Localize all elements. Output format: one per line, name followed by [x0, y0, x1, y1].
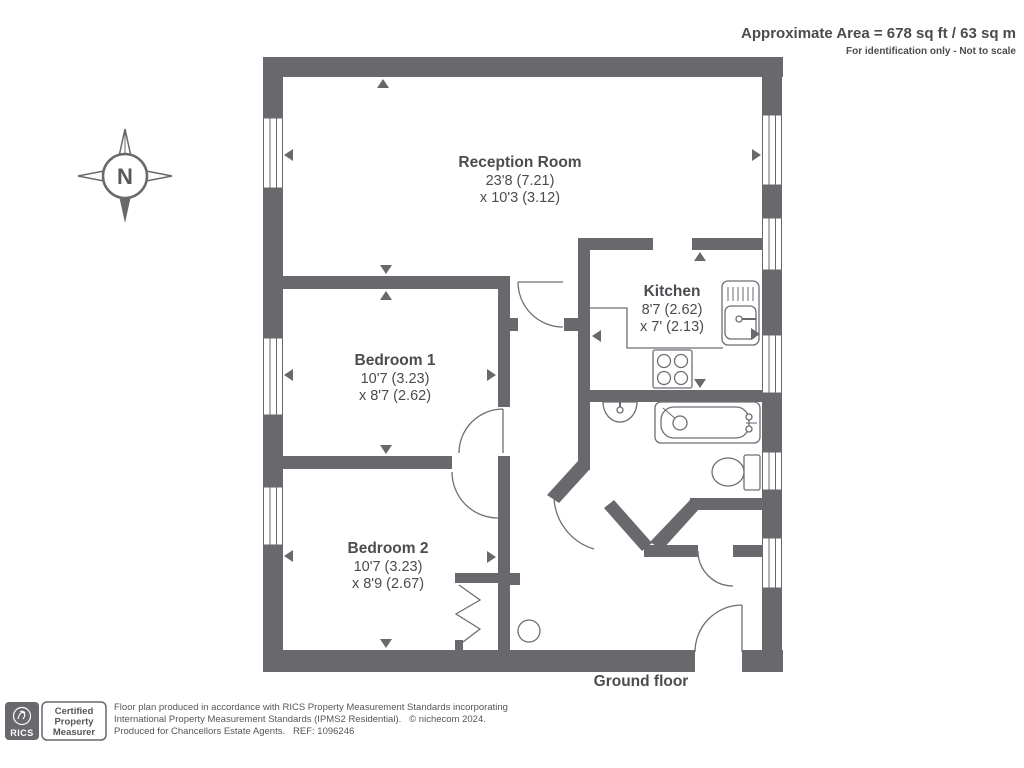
closet-stub-top	[455, 573, 498, 583]
window	[264, 118, 283, 188]
fixtures	[518, 281, 760, 642]
window	[264, 487, 283, 545]
room-label-kitchen: Kitchen	[643, 283, 701, 300]
outer-wall-bottom-right	[742, 650, 783, 672]
outer-wall-top	[263, 57, 783, 77]
wall-diagonal-vestibule	[604, 500, 652, 551]
wall-kitchen-bathroom	[578, 390, 762, 402]
arrow-up-icon	[377, 79, 389, 88]
wall-bathroom-bottom	[690, 498, 762, 510]
hall-stub	[510, 573, 520, 585]
badge-line-2: Property	[54, 716, 94, 728]
certified-measurer-badge	[42, 702, 106, 740]
footer-text-line-2: International Property Measurement Standards (IPMS2 Residential). © nichecom 2024.	[114, 714, 486, 725]
door-arc-inner-hall	[698, 551, 733, 586]
door-arc-bathroom	[554, 498, 594, 549]
door-jamb-right	[564, 318, 578, 331]
door-arc-bedroom1	[459, 409, 503, 453]
wall-diagonal-bathroom	[650, 500, 700, 550]
room-label-reception: Reception Room	[458, 154, 582, 171]
room-label-bedroom1: Bedroom 1	[354, 352, 436, 369]
wall-hall-kitchen	[578, 238, 590, 470]
wall-vestibule-right	[733, 545, 762, 557]
rics-logo	[5, 702, 39, 740]
room-dim1-kitchen: 8'7 (2.62)	[641, 302, 703, 318]
room-dim2-bedroom2: x 8'9 (2.67)	[351, 576, 425, 592]
hall-circle	[518, 620, 540, 642]
wall-bedroom2-hall	[498, 469, 510, 650]
window	[763, 115, 782, 185]
arrow-up-icon	[694, 252, 706, 261]
wash-basin-icon	[603, 402, 637, 422]
room-dim2-reception: x 10'3 (3.12)	[479, 190, 561, 206]
wall-reception-bedroom1	[283, 276, 510, 289]
wall-kitchen-top-right	[692, 238, 762, 250]
floor-label: Ground floor	[593, 673, 689, 690]
room-dim2-bedroom1: x 8'7 (2.62)	[358, 388, 432, 404]
room-label-bedroom2: Bedroom 2	[347, 540, 429, 557]
compass-label: N	[117, 164, 133, 189]
rics-logo-text: RICS	[10, 728, 34, 738]
arrow-left-icon	[284, 369, 293, 381]
window	[763, 218, 782, 270]
toilet-icon	[712, 455, 760, 490]
room-dim1-bedroom1: 10'7 (3.23)	[360, 371, 430, 387]
arrow-left-icon	[284, 149, 293, 161]
compass-rose	[78, 129, 172, 223]
door-arc-reception	[518, 282, 563, 327]
window	[763, 452, 782, 490]
wall-bedroom1-bedroom2	[283, 456, 452, 469]
arrow-left-icon	[284, 550, 293, 562]
room-labels	[348, 154, 705, 592]
arrow-right-icon	[487, 551, 496, 563]
arrow-down-icon	[380, 445, 392, 454]
arrow-left-icon	[592, 330, 601, 342]
outer-wall-bottom-left	[263, 650, 695, 672]
arrow-right-icon	[487, 369, 496, 381]
arrow-right-icon	[752, 149, 761, 161]
wall-bedroom2-corner	[498, 456, 510, 469]
approximate-area-text: Approximate Area = 678 sq ft / 63 sq m	[741, 25, 1016, 42]
badge-line-1: Certified	[54, 706, 94, 717]
wall-kitchen-top-left	[578, 238, 653, 250]
arrow-down-icon	[694, 379, 706, 388]
room-dim2-kitchen: x 7' (2.13)	[639, 319, 705, 335]
bifold-door-closet	[456, 585, 480, 645]
disclaimer-text: For identification only - Not to scale	[845, 46, 1016, 57]
door-arc-entrance	[695, 605, 742, 652]
footer-text-line-1: Floor plan produced in accordance with RICS Property Measurement Standards incorporating	[114, 702, 508, 713]
walls	[263, 57, 783, 672]
footer-text-line-3: Produced for Chancellors Estate Agents. REF: 1096246	[114, 726, 355, 737]
arrow-down-icon	[380, 639, 392, 648]
arrow-down-icon	[380, 265, 392, 274]
wall-diagonal-hall	[547, 461, 590, 503]
room-dim1-reception: 23'8 (7.21)	[485, 173, 555, 189]
badge-line-3: Measurer	[52, 727, 96, 738]
arrow-up-icon	[380, 291, 392, 300]
window	[264, 338, 283, 415]
footer	[5, 702, 508, 740]
bathtub-icon	[655, 402, 760, 443]
room-dim1-bedroom2: 10'7 (3.23)	[353, 559, 423, 575]
hob-icon	[653, 350, 692, 388]
wall-bedroom1-hall	[498, 289, 510, 407]
wall-vestibule-left	[644, 545, 698, 557]
door-arc-bedroom2	[452, 472, 498, 518]
window	[763, 335, 782, 393]
window	[763, 538, 782, 588]
